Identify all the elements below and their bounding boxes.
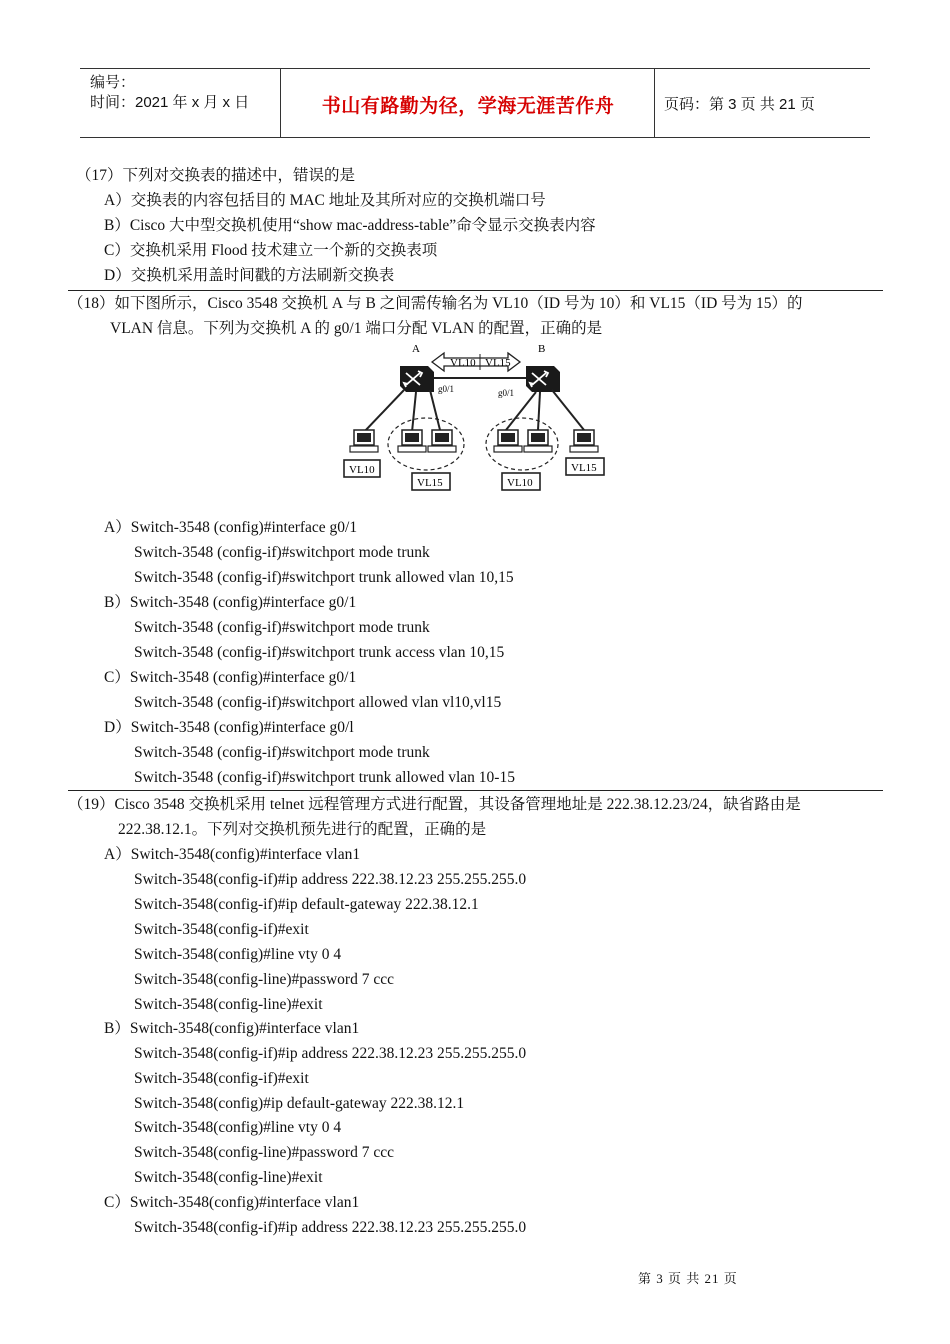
q19-option-a-line: Switch-3548(config-if)#exit <box>134 921 309 938</box>
section-divider <box>68 790 883 791</box>
switch-b-label: B <box>538 343 546 355</box>
pc-icon <box>398 430 426 452</box>
pc-icon <box>428 430 456 452</box>
q17-stem: （17）下列对交换表的描述中，错误的是 <box>76 167 356 184</box>
q19-option-b-line: Switch-3548(config)#line vty 0 4 <box>134 1119 342 1136</box>
header-meta <box>90 73 249 113</box>
port-b-label: g0/1 <box>498 388 515 398</box>
access-links <box>364 390 584 432</box>
q18-option-a-line3: Switch-3548 (config-if)#switchport trunk allowed vlan 10,15 <box>134 569 514 586</box>
vlan-network-diagram <box>340 340 610 495</box>
q18-option-b-line1: B）Switch-3548 (config)#interface g0/1 <box>104 594 357 611</box>
section-divider <box>68 290 883 291</box>
header-time: 时间：2021 年 x 月 x 日 <box>90 94 250 111</box>
q18-option-a-line1: A）Switch-3548 (config)#interface g0/1 <box>104 519 358 536</box>
footer-page-number: 第 3 页 共 21 页 <box>638 1271 738 1286</box>
q19-option-b-line: Switch-3548(config)#ip default-gateway 222.38.12.1 <box>134 1095 465 1112</box>
port-a-label: g0/1 <box>438 384 455 394</box>
q19-option-b-line: Switch-3548(config-line)#exit <box>134 1169 323 1186</box>
q19-option-b-line: Switch-3548(config-line)#password 7 ccc <box>134 1144 394 1161</box>
q19-stem-line2: 222.38.12.1。下列对交换机预先进行的配置，正确的是 <box>118 821 487 838</box>
q17-option-d: D）交换机采用盖时间戳的方法刷新交换表 <box>104 267 395 284</box>
trunk-label-vl10: VL10 <box>450 357 476 369</box>
svg-text:VL15: VL15 <box>417 477 443 489</box>
q19-option-b-line: Switch-3548(config-if)#exit <box>134 1070 309 1087</box>
header-motto: 书山有路勤为径，学海无涯苦作舟 <box>321 95 615 117</box>
q19-option-b-line: B）Switch-3548(config)#interface vlan1 <box>104 1020 360 1037</box>
q19-option-a-line: Switch-3548(config-if)#ip default-gateway 222.38.12.1 <box>134 896 479 913</box>
header-divider <box>654 69 655 137</box>
page-header <box>80 68 870 138</box>
q19-option-c-line: C）Switch-3548(config)#interface vlan1 <box>104 1194 360 1211</box>
vlan-box-vl10-left <box>344 460 380 477</box>
svg-text:VL10: VL10 <box>507 477 533 489</box>
q18-stem-line1: （18）如下图所示，Cisco 3548 交换机 A 与 B 之间需传输名为 VL10（ID 号为 10）和 VL15（ID 号为 15）的 <box>68 295 803 312</box>
pc-icon <box>570 430 598 452</box>
svg-text:VL10: VL10 <box>349 464 375 476</box>
q17-option-b: B）Cisco 大中型交换机使用“show mac-address-table”命令显示交换表内容 <box>104 217 596 234</box>
header-divider <box>280 69 281 137</box>
vlan-box-vl15-right <box>566 458 604 475</box>
q19-stem-line1: （19）Cisco 3548 交换机采用 telnet 远程管理方式进行配置，其设备管理地址是 222.38.12.23/24，缺省路由是 <box>68 796 801 813</box>
header-page-info: 页码：第 3 页 共 21 页 <box>664 96 815 113</box>
vlan-box-vl10-right <box>502 473 540 490</box>
pc-icon <box>350 430 378 452</box>
switch-b-icon <box>526 366 560 392</box>
trunk-label-vl15: VL15 <box>485 357 511 369</box>
svg-text:VL15: VL15 <box>571 462 597 474</box>
header-number: 编号： <box>90 74 136 91</box>
q18-option-c-line1: C）Switch-3548 (config)#interface g0/1 <box>104 669 357 686</box>
pc-icon <box>494 430 522 452</box>
q18-option-d-line1: D）Switch-3548 (config)#interface g0/l <box>104 719 354 736</box>
vlan-box-vl15-left <box>412 473 450 490</box>
switch-a-icon <box>400 366 434 392</box>
q19-option-a-line: A）Switch-3548(config)#interface vlan1 <box>104 846 361 863</box>
q18-option-b-line3: Switch-3548 (config-if)#switchport trunk access vlan 10,15 <box>134 644 505 661</box>
pc-icon <box>524 430 552 452</box>
q17-option-c: C）交换机采用 Flood 技术建立一个新的交换表项 <box>104 242 438 259</box>
q19-option-c-line: Switch-3548(config-if)#ip address 222.38.12.23 255.255.255.0 <box>134 1219 527 1236</box>
q19-option-a-line: Switch-3548(config-if)#ip address 222.38.12.23 255.255.255.0 <box>134 871 527 888</box>
q18-option-a-line2: Switch-3548 (config-if)#switchport mode trunk <box>134 544 430 561</box>
q18-option-c-line2: Switch-3548 (config-if)#switchport allowed vlan vl10,vl15 <box>134 694 502 711</box>
q18-option-d-line3: Switch-3548 (config-if)#switchport trunk allowed vlan 10-15 <box>134 769 515 786</box>
q17-option-a: A）交换表的内容包括目的 MAC 地址及其所对应的交换机端口号 <box>104 192 546 209</box>
q18-option-d-line2: Switch-3548 (config-if)#switchport mode trunk <box>134 744 430 761</box>
q19-option-a-line: Switch-3548(config-line)#password 7 ccc <box>134 971 394 988</box>
q18-option-b-line2: Switch-3548 (config-if)#switchport mode trunk <box>134 619 430 636</box>
q19-option-a-line: Switch-3548(config-line)#exit <box>134 996 323 1013</box>
switch-a-label: A <box>412 343 420 355</box>
q18-stem-line2: VLAN 信息。下列为交换机 A 的 g0/1 端口分配 VLAN 的配置，正确的是 <box>110 320 603 337</box>
q19-option-b-line: Switch-3548(config-if)#ip address 222.38.12.23 255.255.255.0 <box>134 1045 527 1062</box>
q19-option-a-line: Switch-3548(config)#line vty 0 4 <box>134 946 342 963</box>
